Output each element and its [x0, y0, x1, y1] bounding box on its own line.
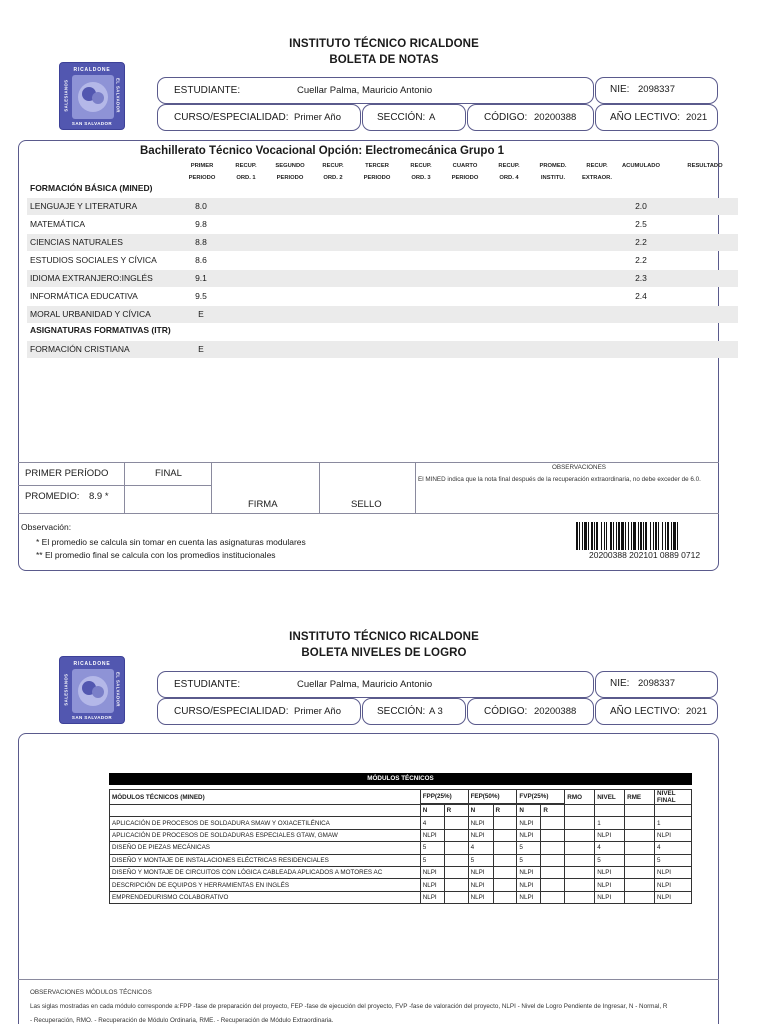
- barcode-bar: [658, 522, 659, 550]
- logo-left-text: SALESIANOS: [63, 79, 69, 112]
- subject-name: FORMACIÓN CRISTIANA: [30, 344, 130, 354]
- grade-column-header: PROMED. INSTITU.: [539, 163, 567, 181]
- module-nivel: 4: [595, 842, 625, 854]
- code-box-2: [467, 698, 594, 725]
- module-nivel: NLPI: [595, 866, 625, 878]
- module-fpp-n: NLPI: [420, 879, 444, 891]
- empty-cell: [444, 879, 468, 891]
- section-value: A 3: [429, 706, 443, 717]
- barcode-bar: [671, 522, 672, 550]
- module-fvp-n: NLPI: [517, 891, 541, 903]
- header-fep: FEP(50%): [468, 790, 517, 804]
- barcode: [576, 522, 714, 550]
- barcode-bar: [677, 522, 678, 550]
- grade-column-header: ACUMULADO: [622, 163, 660, 169]
- barcode-bar: [591, 522, 593, 550]
- header-fpp: FPP(25%): [420, 790, 468, 804]
- student-box: [157, 77, 594, 104]
- module-fpp-n: 5: [420, 842, 444, 854]
- module-name: DISEÑO Y MONTAJE DE CIRCUITOS CON LÓGICA CABLEADA APLICADOS A MOTORES AC: [110, 866, 421, 878]
- nie-box: [595, 77, 718, 104]
- year-label: AÑO LECTIVO:: [610, 706, 681, 717]
- barcode-bar: [594, 522, 595, 550]
- barcode-bar: [579, 522, 580, 550]
- subheader-blank: [110, 805, 421, 817]
- subject-row: [27, 306, 738, 323]
- student-label: ESTUDIANTE:: [174, 85, 241, 96]
- nie-box-2: [595, 671, 718, 698]
- course-value: Primer Año: [294, 706, 341, 717]
- year-box: [595, 104, 718, 131]
- barcode-bar: [601, 522, 602, 550]
- module-row: [110, 854, 692, 866]
- empty-cell: [541, 817, 565, 829]
- module-nivel: 1: [595, 817, 625, 829]
- subject-first-period: 8.6: [195, 255, 207, 265]
- empty-cell: [444, 842, 468, 854]
- barcode-bar: [625, 522, 626, 550]
- modules-observations-line-1: Las siglas mostradas en cada módulo corresponde a:FPP -fase de preparación del proyecto, FEP -fase de ejecución del proyecto, FVP -fase de valoración del proyecto, NLPI - Nivel de Logro Pendiente de Ingresar, N - Normal, R: [30, 1003, 668, 1010]
- logo-top-text: RICALDONE: [73, 661, 111, 667]
- header-module: MÓDULOS TÉCNICOS (MINED): [110, 790, 421, 805]
- barcode-bar: [655, 522, 657, 550]
- barcode-bar: [576, 522, 578, 550]
- grade-column-header: TERCER PERIODO: [363, 163, 391, 181]
- divider: [18, 485, 211, 486]
- empty-cell: [625, 879, 655, 891]
- module-fep-n: NLPI: [468, 879, 493, 891]
- barcode-bar: [584, 522, 587, 550]
- report-title-2: BOLETA NIVELES DE LOGRO: [301, 647, 467, 659]
- subject-accumulated: 2.2: [635, 237, 647, 247]
- module-nivel-final: NLPI: [655, 866, 692, 878]
- empty-cell: [541, 866, 565, 878]
- modules-observations-title: OBSERVACIONES MÓDULOS TÉCNICOS: [30, 989, 152, 996]
- header-rme: RME: [625, 790, 655, 805]
- subject-first-period: 8.0: [195, 201, 207, 211]
- subheader-r: R: [541, 805, 565, 817]
- average-label: PROMEDIO:: [25, 491, 80, 502]
- header-nivel-final: NIVEL FINAL: [655, 790, 692, 805]
- subject-row: [27, 198, 738, 215]
- signature-label: FIRMA: [248, 499, 278, 510]
- section-box: [362, 104, 466, 131]
- empty-cell: [444, 891, 468, 903]
- note-2: ** El promedio final se calcula con los promedios institucionales: [36, 550, 276, 560]
- subject-accumulated: 2.0: [635, 201, 647, 211]
- module-name: APLICACIÓN DE PROCESOS DE SOLDADURA SMAW Y OXIACETILÉNICA: [110, 817, 421, 829]
- student-name: Cuellar Palma, Mauricio Antonio: [297, 679, 433, 690]
- empty-cell: [565, 829, 595, 841]
- grade-column-header: RECUP. ORD. 2: [322, 163, 344, 181]
- logo-emblem: [72, 669, 114, 713]
- barcode-bar: [582, 522, 583, 550]
- course-box: [157, 104, 361, 131]
- course-label: CURSO/ESPECIALIDAD:: [174, 706, 289, 717]
- subject-row: [27, 270, 738, 287]
- logo-top-text: RICALDONE: [73, 67, 111, 73]
- institute-title: INSTITUTO TÉCNICO RICALDONE: [289, 38, 479, 50]
- subject-name: IDIOMA EXTRANJERO:INGLÉS: [30, 273, 153, 283]
- barcode-bar: [665, 522, 666, 550]
- subject-first-period: 9.1: [195, 273, 207, 283]
- section-itr-title: ASIGNATURAS FORMATIVAS (ITR): [30, 325, 171, 335]
- subject-name: ESTUDIOS SOCIALES Y CÍVICA: [30, 255, 157, 265]
- code-label: CÓDIGO:: [484, 706, 528, 717]
- section-label: SECCIÓN:: [377, 112, 426, 123]
- seal-label: SELLO: [351, 499, 382, 510]
- divider: [124, 462, 125, 513]
- module-fvp-n: 5: [517, 842, 541, 854]
- grade-column-header: RECUP. ORD. 3: [410, 163, 432, 181]
- module-nivel-final: NLPI: [655, 879, 692, 891]
- barcode-bar: [633, 522, 636, 550]
- subject-row: [27, 341, 738, 358]
- module-name: EMPRENDEDURISMO COLABORATIVO: [110, 891, 421, 903]
- average-value: 8.9 *: [89, 491, 109, 502]
- subject-name: MATEMÁTICA: [30, 219, 86, 229]
- barcode-bar: [604, 522, 605, 550]
- barcode-bar: [621, 522, 624, 550]
- year-value: 2021: [686, 706, 708, 717]
- module-nivel-final: 1: [655, 817, 692, 829]
- empty-cell: [444, 866, 468, 878]
- subject-name: LENGUAJE Y LITERATURA: [30, 201, 138, 211]
- subject-accumulated: 2.2: [635, 255, 647, 265]
- module-row: [110, 829, 692, 841]
- barcode-bar: [606, 522, 607, 550]
- logo-right-text: EL SALVADOR: [115, 672, 121, 707]
- empty-cell: [625, 829, 655, 841]
- observations-text: El MINED indica que la nota final después de la recuperación extraordinaria, no debe exceder de 6.0.: [418, 476, 701, 483]
- subject-name: INFORMÁTICA EDUCATIVA: [30, 291, 138, 301]
- module-fep-n: NLPI: [468, 866, 493, 878]
- module-row: [110, 817, 692, 829]
- empty-cell: [625, 842, 655, 854]
- header-rmo: RMO: [565, 790, 595, 805]
- student-box-2: [157, 671, 594, 698]
- module-fpp-n: 5: [420, 854, 444, 866]
- year-box-2: [595, 698, 718, 725]
- barcode-bar: [628, 522, 629, 550]
- subject-accumulated: 2.4: [635, 291, 647, 301]
- subject-row: [27, 234, 738, 251]
- subheader-r: R: [493, 805, 517, 817]
- module-nivel: NLPI: [595, 891, 625, 903]
- empty-cell: [444, 854, 468, 866]
- barcode-bar: [618, 522, 620, 550]
- barcode-bar: [645, 522, 647, 550]
- logo-bottom-text: SAN SALVADOR: [71, 715, 113, 720]
- barcode-bar: [673, 522, 676, 550]
- barcode-bar: [662, 522, 663, 550]
- observation-label: Observación:: [21, 522, 72, 532]
- subject-name: MORAL URBANIDAD Y CÍVICA: [30, 309, 151, 319]
- empty-cell: [493, 829, 517, 841]
- code-box: [467, 104, 594, 131]
- subject-accumulated: 2.3: [635, 273, 647, 283]
- empty-cell: [444, 829, 468, 841]
- empty-cell: [565, 842, 595, 854]
- divider: [415, 462, 416, 513]
- logo-bottom-text: SAN SALVADOR: [71, 121, 113, 126]
- module-nivel: NLPI: [595, 879, 625, 891]
- module-fvp-n: NLPI: [517, 829, 541, 841]
- empty-cell: [493, 842, 517, 854]
- empty-cell: [625, 854, 655, 866]
- module-nivel-final: 4: [655, 842, 692, 854]
- subject-accumulated: 2.5: [635, 219, 647, 229]
- modules-table-title: MÓDULOS TÉCNICOS: [109, 773, 692, 785]
- module-fep-n: 5: [468, 854, 493, 866]
- barcode-number: 20200388 202101 0889 0712: [589, 550, 701, 560]
- subject-first-period: 9.5: [195, 291, 207, 301]
- module-fep-n: NLPI: [468, 891, 493, 903]
- section-box-2: [362, 698, 466, 725]
- school-logo: [59, 62, 125, 130]
- subheader-r: R: [444, 805, 468, 817]
- course-label: CURSO/ESPECIALIDAD:: [174, 112, 289, 123]
- empty-cell: [625, 866, 655, 878]
- subject-first-period: 8.8: [195, 237, 207, 247]
- grade-column-header: RECUP. EXTRAOR.: [582, 163, 612, 181]
- subheader-n: N: [420, 805, 444, 817]
- school-logo-2: [59, 656, 125, 724]
- subject-name: CIENCIAS NATURALES: [30, 237, 123, 247]
- subject-first-period: E: [198, 309, 204, 319]
- module-fvp-n: NLPI: [517, 817, 541, 829]
- empty-cell: [565, 891, 595, 903]
- module-fpp-n: NLPI: [420, 891, 444, 903]
- empty-cell: [541, 854, 565, 866]
- report-title: BOLETA DE NOTAS: [329, 54, 439, 66]
- module-row: [110, 879, 692, 891]
- barcode-bar: [588, 522, 589, 550]
- barcode-bar: [667, 522, 669, 550]
- observations-title: OBSERVACIONES: [552, 464, 607, 471]
- empty-cell: [444, 817, 468, 829]
- year-label: AÑO LECTIVO:: [610, 112, 681, 123]
- barcode-bar: [650, 522, 651, 550]
- module-row: [110, 866, 692, 878]
- empty-cell: [625, 891, 655, 903]
- module-fep-n: 4: [468, 842, 493, 854]
- modules-observations-line-2: - Recuperación, RMO. - Recuperación de Módulo Ordinaria, RME. - Recuperación de Módulo Extraordinaria.: [30, 1017, 334, 1024]
- divider: [211, 462, 212, 513]
- module-fvp-n: NLPI: [517, 879, 541, 891]
- empty-cell: [625, 817, 655, 829]
- module-row: [110, 891, 692, 903]
- empty-cell: [493, 817, 517, 829]
- module-fvp-n: NLPI: [517, 866, 541, 878]
- institute-title-2: INSTITUTO TÉCNICO RICALDONE: [289, 631, 479, 643]
- subject-first-period: E: [198, 344, 204, 354]
- barcode-bar: [653, 522, 654, 550]
- empty-cell: [493, 891, 517, 903]
- empty-cell: [541, 829, 565, 841]
- grade-column-header: SEGUNDO PERIODO: [275, 163, 305, 181]
- module-fvp-n: 5: [517, 854, 541, 866]
- grade-column-header: RECUP. ORD. 1: [235, 163, 257, 181]
- subject-row: [27, 252, 738, 269]
- divider: [319, 462, 320, 513]
- barcode-bar: [596, 522, 598, 550]
- barcode-bar: [640, 522, 642, 550]
- empty-cell: [565, 817, 595, 829]
- nie-value: 2098337: [638, 84, 675, 95]
- grade-column-header: RECUP. ORD. 4: [498, 163, 520, 181]
- divider: [18, 513, 719, 514]
- barcode-bar: [638, 522, 639, 550]
- program-title: Bachillerato Técnico Vocacional Opción: Electromecánica Grupo 1: [140, 145, 505, 157]
- modules-table: [109, 789, 692, 904]
- grade-column-header: CUARTO PERIODO: [451, 163, 479, 181]
- code-label: CÓDIGO:: [484, 112, 528, 123]
- note-1: * El promedio se calcula sin tomar en cuenta las asignaturas modulares: [36, 537, 306, 547]
- empty-cell: [493, 866, 517, 878]
- empty-cell: [565, 854, 595, 866]
- barcode-bar: [643, 522, 644, 550]
- empty-cell: [493, 879, 517, 891]
- divider: [18, 979, 719, 980]
- year-value: 2021: [686, 112, 708, 123]
- course-value: Primer Año: [294, 112, 341, 123]
- code-value: 20200388: [534, 706, 577, 717]
- module-nivel: NLPI: [595, 829, 625, 841]
- empty-cell: [565, 879, 595, 891]
- section-label: SECCIÓN:: [377, 706, 426, 717]
- section-value: A: [429, 112, 436, 123]
- barcode-bar: [616, 522, 617, 550]
- subject-first-period: 9.8: [195, 219, 207, 229]
- final-label: FINAL: [155, 468, 182, 479]
- student-name: Cuellar Palma, Mauricio Antonio: [297, 85, 433, 96]
- module-fpp-n: NLPI: [420, 866, 444, 878]
- student-label: ESTUDIANTE:: [174, 679, 241, 690]
- subject-row: [27, 216, 738, 233]
- empty-cell: [541, 842, 565, 854]
- nie-label: NIE:: [610, 84, 630, 95]
- module-fpp-n: 4: [420, 817, 444, 829]
- module-fep-n: NLPI: [468, 817, 493, 829]
- empty-cell: [541, 891, 565, 903]
- section-basic-title: FORMACIÓN BÁSICA (MINED): [30, 183, 153, 193]
- header-fvp: FVP(25%): [517, 790, 565, 804]
- module-nivel-final: 5: [655, 854, 692, 866]
- module-fpp-n: NLPI: [420, 829, 444, 841]
- module-name: APLICACIÓN DE PROCESOS DE SOLDADURAS ESPECIALES GTAW, GMAW: [110, 829, 421, 841]
- grade-column-header: PRIMER PERIODO: [188, 163, 216, 181]
- subject-row: [27, 288, 738, 305]
- empty-cell: [565, 866, 595, 878]
- module-nivel: 5: [595, 854, 625, 866]
- empty-cell: [493, 854, 517, 866]
- grade-column-header: RESULTADO: [687, 163, 723, 169]
- subheader-n: N: [517, 805, 541, 817]
- nie-value: 2098337: [638, 678, 675, 689]
- module-row: [110, 842, 692, 854]
- logo-emblem: [72, 75, 114, 119]
- module-name: DISEÑO DE PIEZAS MECÁNICAS: [110, 842, 421, 854]
- logo-right-text: EL SALVADOR: [115, 78, 121, 113]
- module-fep-n: NLPI: [468, 829, 493, 841]
- module-name: DISEÑO Y MONTAJE DE INSTALACIONES ELÉCTRICAS RESIDENCIALES: [110, 854, 421, 866]
- code-value: 20200388: [534, 112, 577, 123]
- barcode-bar: [631, 522, 632, 550]
- barcode-bar: [610, 522, 612, 550]
- nie-label: NIE:: [610, 678, 630, 689]
- subheader-n: N: [468, 805, 493, 817]
- header-nivel: NIVEL: [595, 790, 625, 805]
- logo-left-text: SALESIANOS: [63, 673, 69, 706]
- module-nivel-final: NLPI: [655, 891, 692, 903]
- period-label: PRIMER PERÍODO: [25, 468, 109, 479]
- module-nivel-final: NLPI: [655, 829, 692, 841]
- module-name: DESCRIPCIÓN DE EQUIPOS Y HERRAMIENTAS EN INGLÉS: [110, 879, 421, 891]
- course-box-2: [157, 698, 361, 725]
- empty-cell: [541, 879, 565, 891]
- barcode-bar: [613, 522, 614, 550]
